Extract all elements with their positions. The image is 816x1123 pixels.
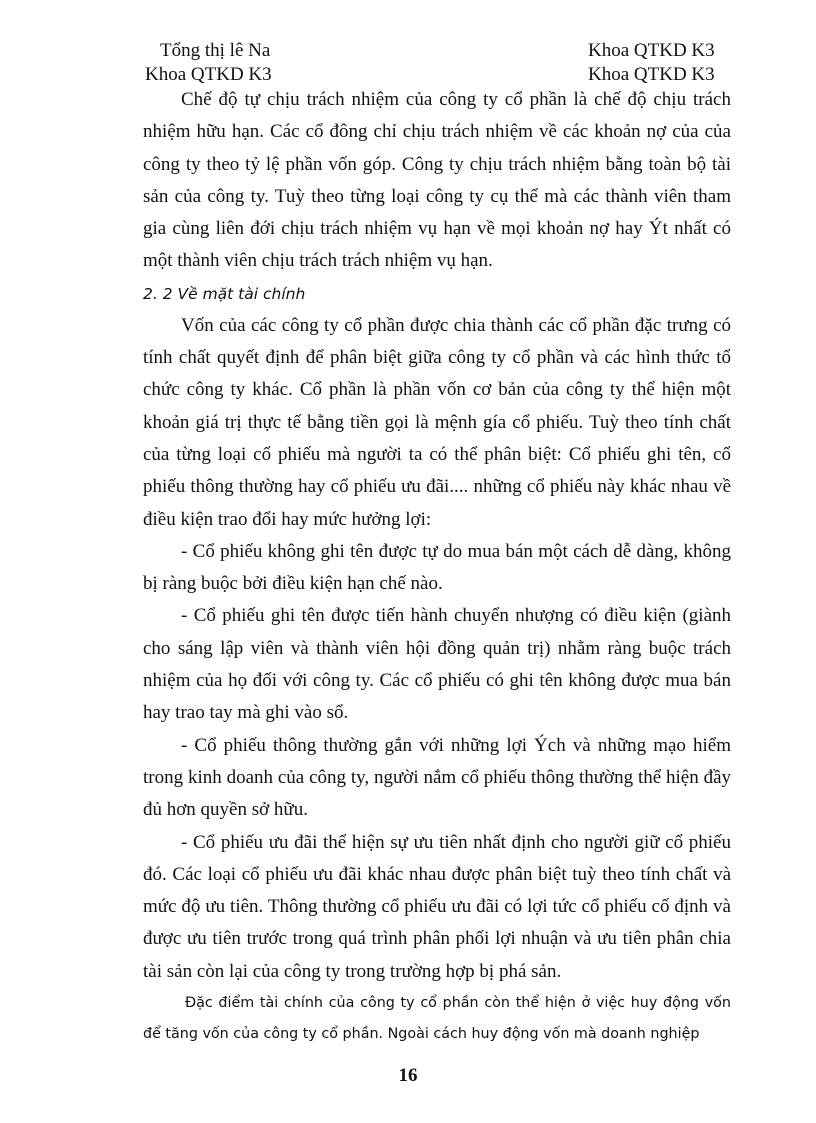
- document-body: [143, 84, 731, 1050]
- paragraph-liability: Chế độ tự chịu trách nhiệm của công ty cổ phần là chế độ chịu trách nhiệm hữu hạn. Các cổ đông chỉ chịu trách nhiệm về các khoản nợ của của công ty theo tỷ lệ phần vốn góp. Công ty chịu trách nhiệm bằng toàn bộ tài sản của công ty. Tuỳ theo từng loại công ty cụ thể mà các thành viên tham gia cùng liên đới chịu trách nhiệm vụ hạn về mọi khoản nợ hay Ýt nhất có một thành viên chịu trách trách nhiệm vụ hạn.: [143, 89, 731, 272]
- paragraph-capital: Vốn của các công ty cổ phần được chia thành các cổ phần đặc trưng có tính chất quyết định để phân biệt giữa công ty cổ phần và các hình thức tổ chức công ty khác. Cổ phần là phần vốn cơ bản của công ty thể hiện một khoản giá trị thực tế bằng tiền gọi là mệnh gía cổ phiếu. Tuỳ theo tính chất của từng loại cổ phiếu mà người ta có thể phân biệt: Cổ phiếu ghi tên, cổ phiếu thông thường hay cổ phiếu ưu đãi.... những cổ phiếu này khác nhau về điều kiện trao đổi hay mức hưởng lợi:: [143, 314, 731, 530]
- paragraph-bearer-shares: - Cổ phiếu không ghi tên được tự do mua bán một cách dễ dàng, không bị ràng buộc bởi điều kiện hạn chế nào.: [143, 540, 731, 595]
- header-faculty-right-1: Khoa QTKD K3: [588, 40, 715, 61]
- header-faculty-left-2: Khoa QTKD K3: [145, 64, 272, 85]
- header-faculty-right-2: Khoa QTKD K3: [588, 64, 715, 85]
- section-heading: 2. 2 Về mặt tài chính: [143, 284, 306, 303]
- paragraph-registered-shares: - Cổ phiếu ghi tên được tiến hành chuyển nhượng có điều kiện (giành cho sáng lập viên và thành viên hội đồng quản trị) nhằm ràng buộc trách nhiệm của họ đối với công ty. Các cổ phiếu có ghi tên không được mua bán hay trao tay mà ghi vào sổ.: [143, 605, 731, 724]
- paragraph-financial-features: Đặc điểm tài chính của công ty cổ phần còn thể hiện ở việc huy động vốn để tăng vốn của công ty cổ phần. Ngoài cách huy động vốn mà doanh nghiệp: [143, 995, 731, 1043]
- header-author: Tổng thị lê Na: [160, 40, 271, 61]
- page-number: 16: [398, 1065, 418, 1086]
- paragraph-preferred-shares: - Cổ phiếu ưu đãi thể hiện sự ưu tiên nhất định cho người giữ cổ phiếu đó. Các loại cổ phiếu ưu đãi khác nhau được phân biệt tuỳ theo tính chất và mức độ ưu tiên. Thông thường cổ phiếu ưu đãi có lợi tức cổ phiếu cố định và được ưu tiên trước trong quá trình phân phối lợi nhuận và ưu tiên phân chia tài sản còn lại của công ty trong trường hợp bị phá sản.: [143, 831, 731, 982]
- paragraph-common-shares: - Cổ phiếu thông thường gắn với những lợi Ých và những mạo hiểm trong kinh doanh của công ty, người nắm cổ phiếu thông thường thể hiện đầy đủ hơn quyền sở hữu.: [143, 734, 731, 821]
